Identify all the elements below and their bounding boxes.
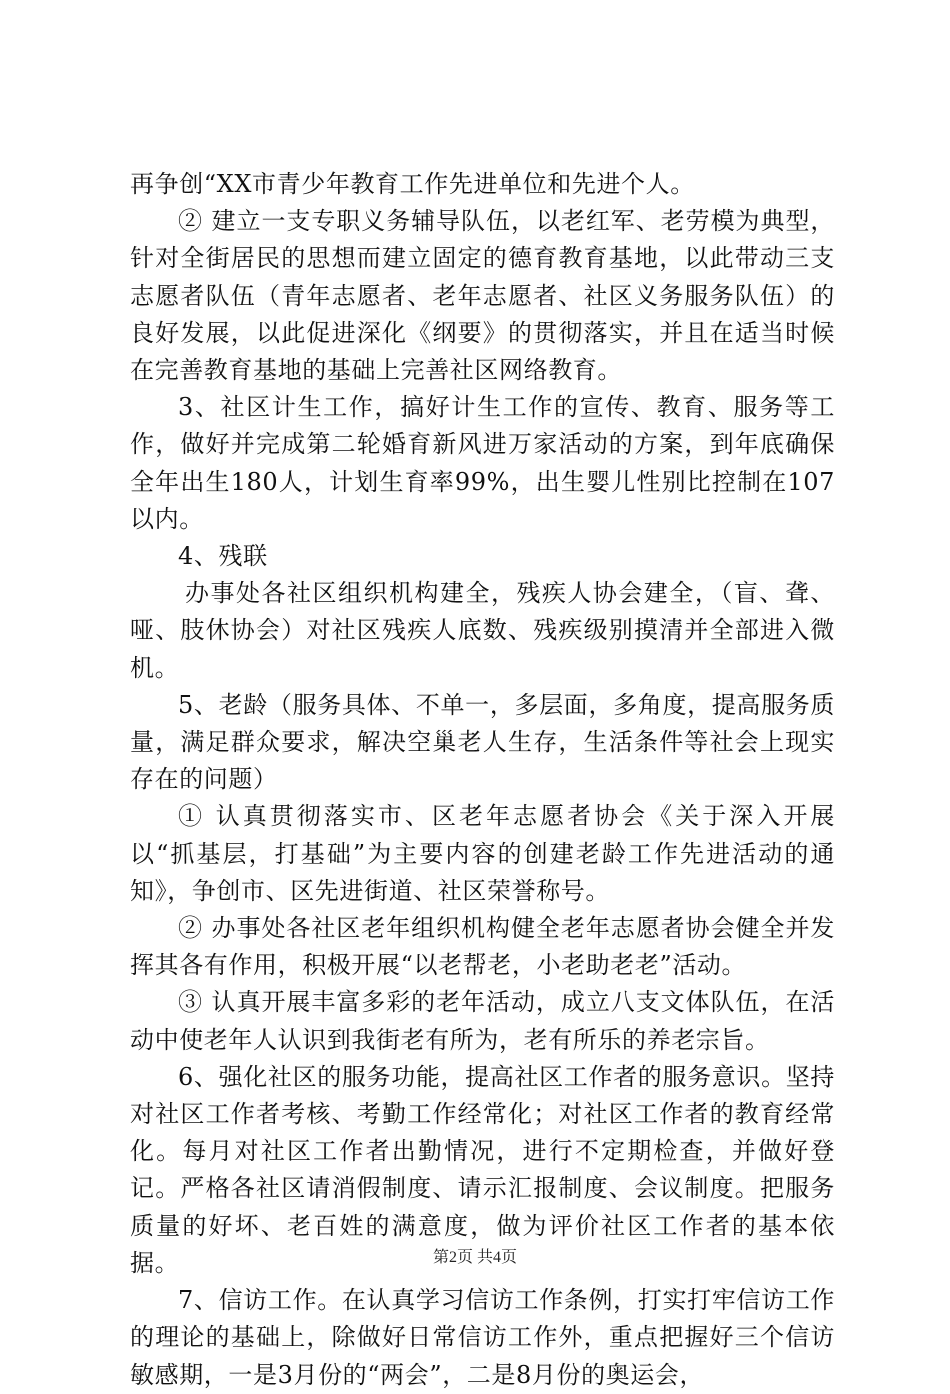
document-body (130, 166, 835, 1394)
paragraph-10: 6、强化社区的服务功能，提高社区工作者的服务意识。坚持对社区工作者考核、考勤工作经常化；对社区工作者的教育经常化。每月对社区工作者出勤情况，进行不定期检查，并做好登记。严格各社区请消假制度、请示汇报制度、会议制度。把服务质量的好坏、老百姓的满意度，做为评价社区工作者的基本依据。 (130, 1062, 835, 1277)
paragraph-5: 办事处各社区组织机构建全，残疾人协会建全，（盲、聋、哑、肢休协会）对社区残疾人底数、残疾级别摸清并全部进入微机。 (130, 579, 835, 682)
paragraph-2: ② 建立一支专职义务辅导队伍，以老红军、老劳模为典型，针对全街居民的思想而建立固定的德育教育基地，以此带动三支志愿者队伍（青年志愿者、老年志愿者、社区义务服务队伍）的良好发展，以此促进深化《纲要》的贯彻落实，并且在适当时候在完善教育基地的基础上完善社区网络教育。 (130, 207, 835, 385)
paragraph-1: 再争创“XX市青少年教育工作先进单位和先进个人。 (130, 170, 695, 198)
paragraph-8: ② 办事处各社区老年组织机构健全老年志愿者协会健全并发挥其各有作用，积极开展“以老帮老，小老助老老”活动。 (130, 914, 835, 980)
paragraph-9: ③ 认真开展丰富多彩的老年活动，成立八支文体队伍，在活动中使老年人认识到我街老有所为，老有所乐的养老宗旨。 (130, 988, 835, 1054)
page-number-footer: 第2页 共4页 (432, 1249, 517, 1266)
paragraph-4: 4、残联 (178, 542, 268, 571)
paragraph-7: ① 认真贯彻落实市、区老年志愿者协会《关于深入开展以“抓基层，打基础”为主要内容的创建老龄工作先进活动的通知》，争创市、区先进街道、社区荣誉称号。 (130, 802, 835, 905)
paragraph-6: 5、老龄（服务具体、不单一，多层面，多角度，提高服务质量，满足群众要求，解决空巢老人生存，生活条件等社会上现实存在的问题） (130, 690, 835, 794)
paragraph-11: 7、信访工作。在认真学习信访工作条例，打实打牢信访工作的理论的基础上，除做好日常信访工作外，重点把握好三个信访敏感期，一是3月份的“两会”，二是8月份的奥运会， (130, 1286, 835, 1389)
paragraph-3: 3、社区计生工作，搞好计生工作的宣传、教育、服务等工作，做好并完成第二轮婚育新风进万家活动的方案，到年底确保全年出生180人，计划生育率99%，出生婴儿性别比控制在107以内。 (130, 393, 835, 533)
